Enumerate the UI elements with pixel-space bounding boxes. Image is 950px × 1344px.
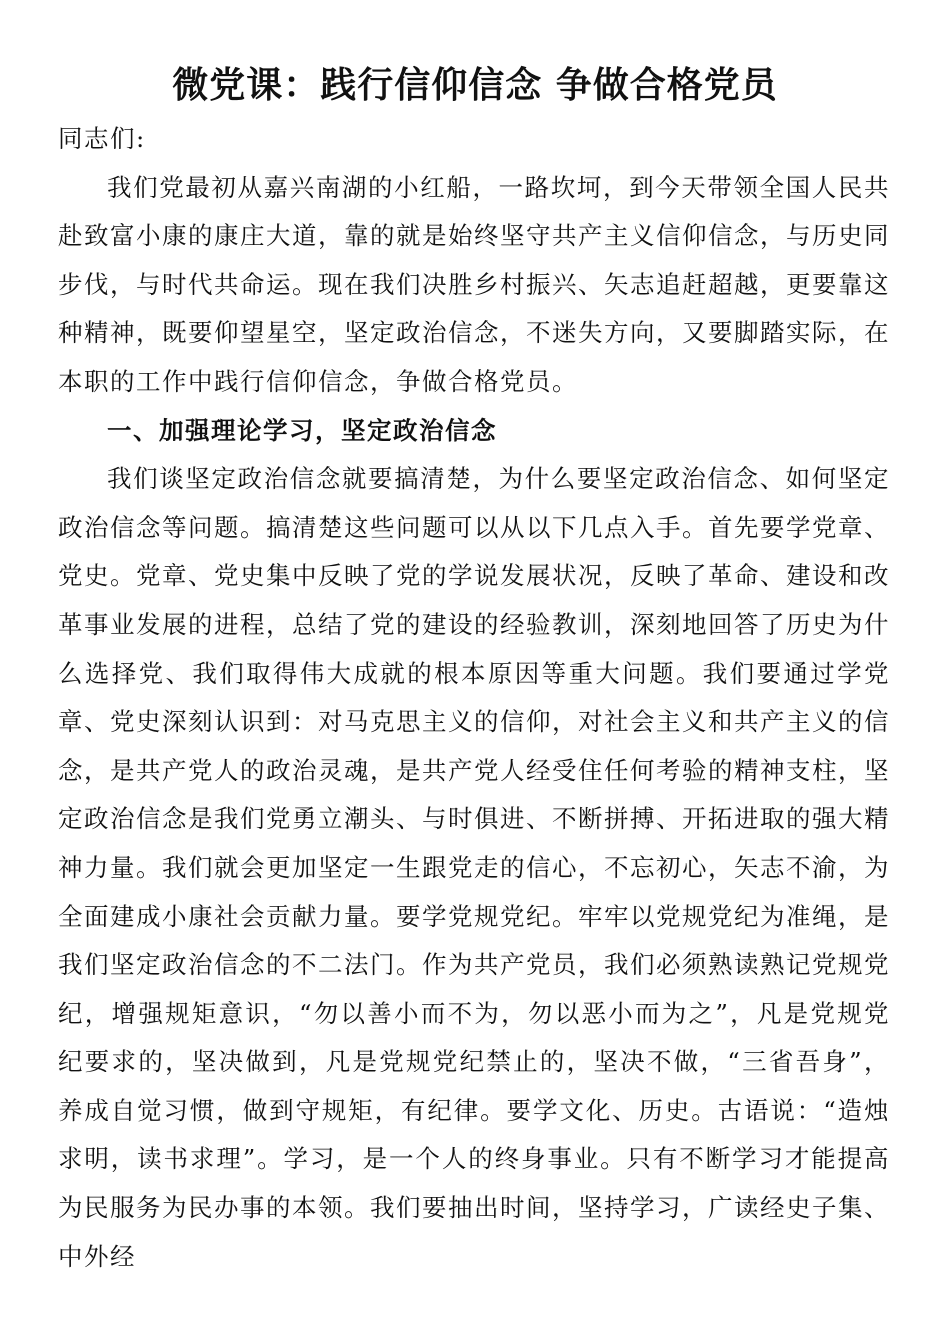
paragraph-intro: 我们党最初从嘉兴南湖的小红船，一路坎坷，到今天带领全国人民共赴致富小康的康庄大道，靠的就是始终坚守共产主义信仰信念，与历史同步伐，与时代共命运。现在我们决胜乡村振兴、矢志追赶超越，更要靠这种精神，既要仰望星空，坚定政治信念，不迷失方向，又要脚踏实际，在本职的工作中践行信仰信念，争做合格党员。: [58, 172, 890, 396]
salutation: 同志们:: [58, 124, 146, 153]
paragraph-body: 我们谈坚定政治信念就要搞清楚，为什么要坚定政治信念、如何坚定政治信念等问题。搞清楚这些问题可以从以下几点入手。首先要学党章、党史。党章、党史集中反映了党的学说发展状况，反映了革命、建设和改革事业发展的进程，总结了党的建设的经验教训，深刻地回答了历史为什么选择党、我们取得伟大成就的根本原因等重大问题。我们要通过学党章、党史深刻认识到：对马克思主义的信仰，对社会主义和共产主义的信念，是共产党人的政治灵魂，是共产党人经受住任何考验的精神支柱，坚定政治信念是我们党勇立潮头、与时俱进、不断拼搏、开拓进取的强大精神力量。我们就会更加坚定一生跟党走的信心，不忘初心，矢志不渝，为全面建成小康社会贡献力量。要学党规党纪。牢牢以党规党纪为准绳，是我们坚定政治信念的不二法门。作为共产党员，我们必须熟读熟记党规党纪，增强规矩意识，“勿以善小而不为，勿以恶小而为之”，凡是党规党纪要求的，坚决做到，凡是党规党纪禁止的，坚决不做，“三省吾身”，养成自觉习惯，做到守规矩，有纪律。要学文化、历史。古语说：“造烛求明，读书求理”。学习，是一个人的终身事业。只有不断学习才能提高为民服务为民办事的本领。我们要抽出时间，坚持学习，广读经史子集、中外经: [58, 464, 890, 1271]
document-body: [58, 115, 890, 1281]
section-heading: 一、加强理论学习，坚定政治信念: [107, 415, 497, 445]
document-title: 微党课：践行信仰信念 争做合格党员: [172, 64, 778, 106]
